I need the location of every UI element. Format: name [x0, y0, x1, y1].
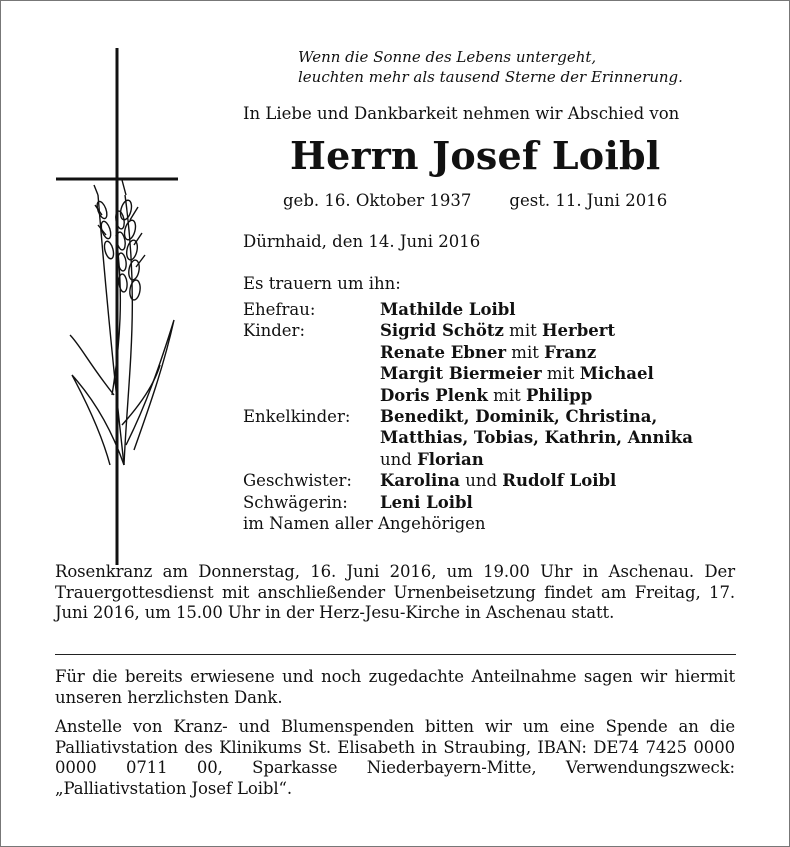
mourner-relation: Kinder:: [243, 321, 306, 341]
mourner-row: [243, 449, 693, 470]
mourner-name: Mathilde Loibl: [380, 300, 516, 319]
mourner-name: Margit Biermeier: [380, 364, 542, 384]
mourner-relation: [243, 363, 380, 384]
mourner-row: [243, 385, 693, 406]
donation-text: Anstelle von Kranz- und Blumenspenden bitten wir um eine Spende an die Palliativstation des Klinikums St. Elisabeth in Straubing, IBAN: DE74 7425 0000 0000 0711 00, Sparkasse Niederbayern-Mitte, Verwendungszweck: „Palliativstation Josef Loibl“.: [55, 717, 735, 798]
mourner-name: Benedikt, Dominik, Christina,: [380, 407, 658, 427]
mourner-connector: mit: [506, 342, 545, 362]
mourner-row: [243, 363, 693, 384]
cross-icon: [56, 48, 178, 565]
mourner-row: [243, 299, 693, 320]
mourner-names: [380, 470, 616, 491]
death-date: gest. 11. Juni 2016: [509, 191, 668, 210]
mourner-name: Leni Loibl: [380, 492, 473, 512]
mourner-name: Renate Ebner: [380, 342, 507, 362]
mourner-names: [380, 406, 657, 427]
mourner-name: Doris Plenk: [380, 385, 488, 405]
life-dates: [283, 191, 667, 210]
mourner-connector: und: [380, 449, 418, 469]
mourner-names: [380, 299, 516, 320]
mourner-relation: Enkelkinder:: [243, 407, 351, 427]
mourner-name: Karolina: [380, 471, 460, 491]
mourner-name: Rudolf Loibl: [502, 471, 617, 491]
mourner-row: [243, 492, 693, 513]
mourner-connector: mit: [541, 364, 580, 384]
wheat-icon: [70, 180, 174, 465]
mourner-relation: Geschwister:: [243, 471, 352, 491]
mourner-names: [380, 320, 615, 341]
mourner-connector: mit: [487, 385, 526, 405]
mourner-name: Herbert: [541, 321, 616, 341]
mourner-name: Florian: [417, 449, 484, 469]
mourner-names: [380, 449, 484, 470]
mourner-names: [380, 385, 592, 406]
birth-date: geb. 16. Oktober 1937: [283, 191, 472, 210]
cross-with-wheat-icon: [50, 45, 190, 565]
mourner-name: Franz: [544, 342, 597, 362]
mourner-name: Matthias, Tobias, Kathrin, Annika: [380, 428, 693, 448]
mourner-row: [243, 427, 693, 448]
divider: [55, 654, 736, 655]
mourner-name: Philipp: [525, 385, 593, 405]
mourner-name: Michael: [579, 364, 654, 384]
mourner-names: [380, 492, 473, 513]
mourner-row: [243, 320, 693, 341]
mourner-relation: [243, 342, 380, 363]
mourner-row: [243, 406, 693, 427]
motto-verse: [298, 47, 683, 87]
motto-line-2: leuchten mehr als tausend Sterne der Erinnerung.: [298, 68, 683, 86]
mourners-list: [243, 299, 693, 534]
mourner-relation: Ehefrau:: [243, 300, 316, 319]
mourner-names: [380, 363, 654, 384]
mourner-names: [380, 427, 693, 448]
mourner-row: [243, 342, 693, 363]
mourner-row: [243, 470, 693, 491]
mourner-relation: [243, 385, 380, 406]
motto-line-1: Wenn die Sonne des Lebens untergeht,: [298, 48, 597, 66]
mourner-relation: [243, 427, 380, 448]
mourner-name: Sigrid Schötz: [380, 321, 504, 341]
mourner-connector: und: [459, 471, 503, 491]
thanks-text: Für die bereits erwiesene und noch zugedachte Anteilnahme sagen wir hiermit unseren herzlichsten Dank.: [55, 667, 735, 707]
deceased-name: Herrn Josef Loibl: [290, 133, 661, 178]
mourner-connector: mit: [503, 321, 542, 341]
mourner-relation: Schwägerin:: [243, 492, 348, 512]
mourners-title: Es trauern um ihn:: [243, 274, 401, 293]
mourners-footer: im Namen aller Angehörigen: [243, 514, 486, 534]
mourner-names: [380, 342, 596, 363]
service-info: Rosenkranz am Donnerstag, 16. Juni 2016, um 19.00 Uhr in Aschenau. Der Trauergottesdienst mit anschließender Urnenbeisetzung findet am Freitag, 17. Juni 2016, um 15.00 Uhr in der Herz-Jesu-Kirche in Aschenau statt.: [55, 562, 735, 622]
place-and-date: Dürnhaid, den 14. Juni 2016: [243, 232, 481, 251]
mourner-relation: [243, 449, 380, 470]
intro-text: In Liebe und Dankbarkeit nehmen wir Abschied von: [243, 104, 680, 123]
